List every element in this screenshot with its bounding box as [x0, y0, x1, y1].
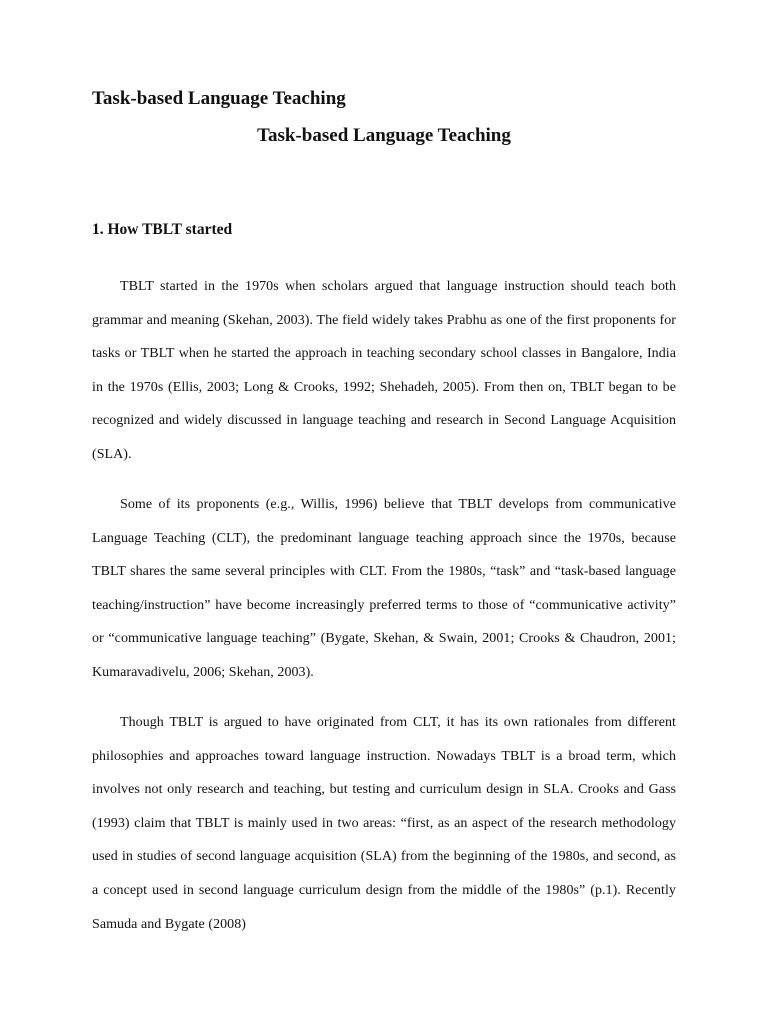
- paragraph: Though TBLT is argued to have originated from CLT, it has its own rationales from different philosophies and approaches toward language instruction. Nowadays TBLT is a broad term, which involves not only research and teaching, but testing and curriculum design in SLA. Crooks and Gass (1993) claim that TBLT is mainly used in two areas: “first, as an aspect of the research methodology used in studies of second language acquisition (SLA) from the beginning of the 1980s, and second, as a concept used in second language curriculum design from the middle of the 1980s” (p.1). Recently Samuda and Bygate (2008): [92, 715, 676, 932]
- section-heading: 1. How TBLT started: [92, 221, 233, 238]
- document-title: Task-based Language Teaching: [92, 88, 346, 109]
- paragraph: Some of its proponents (e.g., Willis, 1996) believe that TBLT develops from communicative Language Teaching (CLT), the predominant language teaching approach since the 1970s, because TBLT shares the same several principles with CLT. From the 1980s, “task” and “task-based language teaching/instruction” have become increasingly preferred terms to those of “communicative activity” or “communicative language teaching” (Bygate, Skehan, & Swain, 2001; Crooks & Chaudron, 2001; Kumaravadivelu, 2006; Skehan, 2003).: [92, 497, 676, 680]
- document-subtitle: Task-based Language Teaching: [257, 125, 511, 146]
- paragraph: TBLT started in the 1970s when scholars argued that language instruction should teach both grammar and meaning (Skehan, 2003). The field widely takes Prabhu as one of the first proponents for tasks or TBLT when he started the approach in teaching secondary school classes in Bangalore, India in the 1970s (Ellis, 2003; Long & Crooks, 1992; Shehadeh, 2005). From then on, TBLT began to be recognized and widely discussed in language teaching and research in Second Language Acquisition (SLA).: [92, 279, 676, 462]
